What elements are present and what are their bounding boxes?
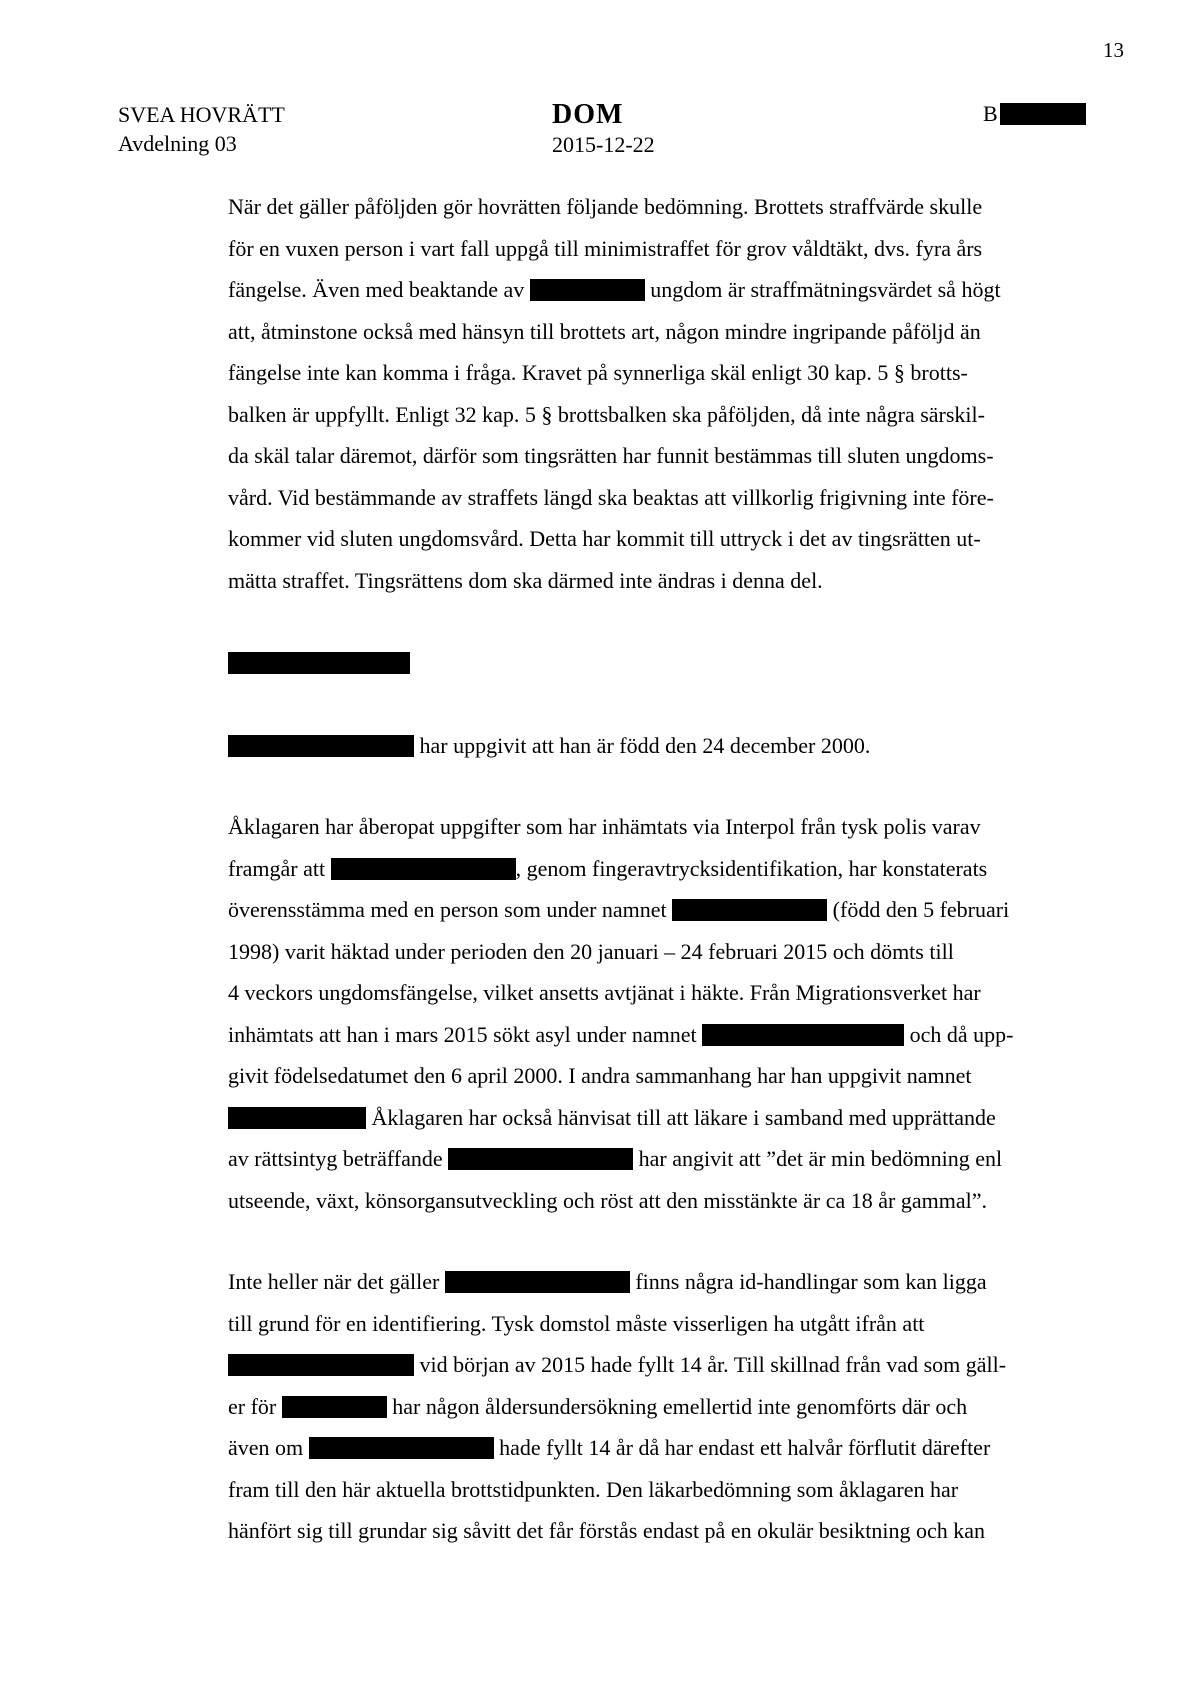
text-line (228, 1261, 1068, 1303)
text-segment: er för (228, 1393, 282, 1419)
document-body (228, 186, 1068, 1552)
text-segment: har angivit att ”det är min bedömning enl (633, 1146, 1003, 1171)
text-line (228, 1386, 1068, 1428)
text-line (228, 518, 1068, 560)
text-segment: da skäl talar däremot, därför som tingsrätten har funnit bestämmas till sluten ungdoms- (228, 443, 994, 468)
document-date: 2015-12-22 (552, 132, 655, 157)
court-block (118, 100, 285, 158)
text-line (228, 394, 1068, 436)
text-segment: inhämtats att han i mars 2015 sökt asyl under namnet (228, 1021, 703, 1047)
text-segment: fram till den här aktuella brottstidpunkten. Den läkarbedömning som åklagaren har (228, 1476, 959, 1502)
redaction-box (1000, 103, 1086, 125)
text-segment: fängelse. Även med beaktande av (228, 277, 530, 302)
text-segment: fängelse inte kan komma i fråga. Kravet på synnerliga skäl enligt 30 kap. 5 § brotts- (228, 360, 968, 385)
text-line (228, 1014, 1068, 1056)
redaction-box (309, 1437, 494, 1459)
text-segment: mätta straffet. Tingsrättens dom ska därmed inte ändras i denna del. (228, 567, 823, 593)
text-segment: och då upp- (904, 1021, 1014, 1047)
text-line (228, 1303, 1068, 1345)
redaction-box (702, 1024, 904, 1046)
paragraph-gap (228, 766, 1068, 806)
page-number: 13 (1103, 38, 1124, 62)
text-line (228, 1344, 1068, 1386)
text-segment: balken är uppfyllt. Enligt 32 kap. 5 § brottsbalken ska påföljden, då inte några särskil- (228, 401, 985, 427)
text-line (228, 1138, 1068, 1180)
paragraph (228, 1261, 1068, 1552)
text-segment: har uppgivit att han är född den 24 december 2000. (414, 732, 871, 758)
text-segment: av rättsintyg beträffande (228, 1146, 449, 1171)
redaction-box (228, 1107, 366, 1129)
redaction-box (228, 652, 410, 674)
text-line (228, 1055, 1068, 1097)
text-line (228, 435, 1068, 477)
text-segment: för en vuxen person i vart fall uppgå till minimistraffet för grov våldtäkt, dvs. fyra års (228, 235, 983, 261)
text-segment: När det gäller påföljden gör hovrätten följande bedömning. Brottets straffvärde skulle (228, 194, 983, 219)
case-number-prefix: B (983, 101, 998, 126)
paragraph (228, 806, 1068, 1221)
text-segment: till grund för en identifiering. Tysk domstol måste visserligen ha utgått ifrån att (228, 1310, 925, 1336)
text-segment: ungdom är straffmätningsvärdet så högt (644, 277, 1001, 302)
paragraph (228, 186, 1068, 601)
text-segment: , genom fingeravtrycksidentifikation, har konstaterats (515, 855, 988, 881)
redaction-box (445, 1271, 630, 1293)
text-line (228, 1180, 1068, 1222)
text-line (228, 972, 1068, 1014)
text-line (228, 477, 1068, 519)
redaction-box (282, 1396, 387, 1418)
text-segment: att, åtminstone också med hänsyn till brottets art, någon mindre ingripande påföljd än (228, 318, 981, 344)
text-segment: hade fyllt 14 år då har endast ett halvår förflutit därefter (493, 1435, 991, 1460)
text-segment: vid början av 2015 hade fyllt 14 år. Till skillnad från vad som gäll- (414, 1352, 1007, 1377)
text-segment: även om (228, 1435, 309, 1460)
text-segment: 1998) varit häktad under perioden den 20 januari – 24 februari 2015 och dömts till (228, 938, 954, 964)
text-line (228, 889, 1068, 931)
text-line (228, 352, 1068, 394)
text-segment: framgår att (228, 855, 331, 881)
text-line (228, 806, 1068, 848)
text-segment: Åklagaren har åberopat uppgifter som har inhämtats via Interpol från tysk polis varav (228, 814, 981, 839)
text-line (228, 311, 1068, 353)
text-segment: 4 veckors ungdomsfängelse, vilket ansetts avtjänat i häkte. Från Migrationsverket har (228, 980, 981, 1005)
text-segment: har någon åldersundersökning emellertid inte genomförts där och (386, 1393, 968, 1419)
text-line (228, 1427, 1068, 1469)
redaction-box (448, 1148, 633, 1170)
text-line (228, 931, 1068, 973)
text-line (228, 1469, 1068, 1511)
text-segment: kommer vid sluten ungdomsvård. Detta har kommit till uttryck i det av tingsrätten ut- (228, 526, 981, 551)
case-number (983, 100, 1086, 128)
paragraph (228, 725, 1068, 767)
text-segment: Inte heller när det gäller (228, 1269, 445, 1294)
text-line (228, 1510, 1068, 1552)
division: Avdelning 03 (118, 131, 237, 156)
document-type: DOM (552, 99, 624, 130)
paragraph-gap (228, 601, 1068, 642)
text-segment: hänfört sig till grundar sig såvitt det får förstås endast på en okulär besiktning och kan (228, 1518, 985, 1543)
text-line (228, 848, 1068, 890)
text-segment: (född den 5 februari (827, 897, 1010, 922)
paragraph-gap (228, 1221, 1068, 1261)
text-segment: vård. Vid bestämmande av straffets längd ska beaktas att villkorlig frigivning inte före- (228, 484, 994, 510)
text-segment: finns några id-handlingar som kan ligga (629, 1269, 987, 1294)
text-line (228, 269, 1068, 311)
text-line (228, 642, 1068, 684)
text-segment: överensstämma med en person som under namnet (228, 897, 673, 922)
text-segment: utseende, växt, könsorgansutveckling och röst att den misstänkte är ca 18 år gammal”. (228, 1187, 987, 1213)
text-line (228, 186, 1068, 228)
text-line (228, 228, 1068, 270)
text-line (228, 1097, 1068, 1139)
text-segment: Åklagaren har också hänvisat till att läkare i samband med upprättande (366, 1104, 996, 1130)
redaction-box (331, 858, 516, 880)
text-line (228, 725, 1068, 767)
paragraph (228, 642, 1068, 684)
redaction-box (530, 279, 645, 301)
redaction-box (228, 1354, 414, 1376)
redaction-box (672, 899, 827, 921)
court-name: SVEA HOVRÄTT (118, 102, 285, 127)
redaction-box (228, 735, 414, 757)
text-line (228, 560, 1068, 602)
text-segment: givit födelsedatumet den 6 april 2000. I andra sammanhang har han uppgivit namnet (228, 1063, 972, 1088)
paragraph-gap (228, 684, 1068, 725)
document-type-block (552, 100, 655, 160)
